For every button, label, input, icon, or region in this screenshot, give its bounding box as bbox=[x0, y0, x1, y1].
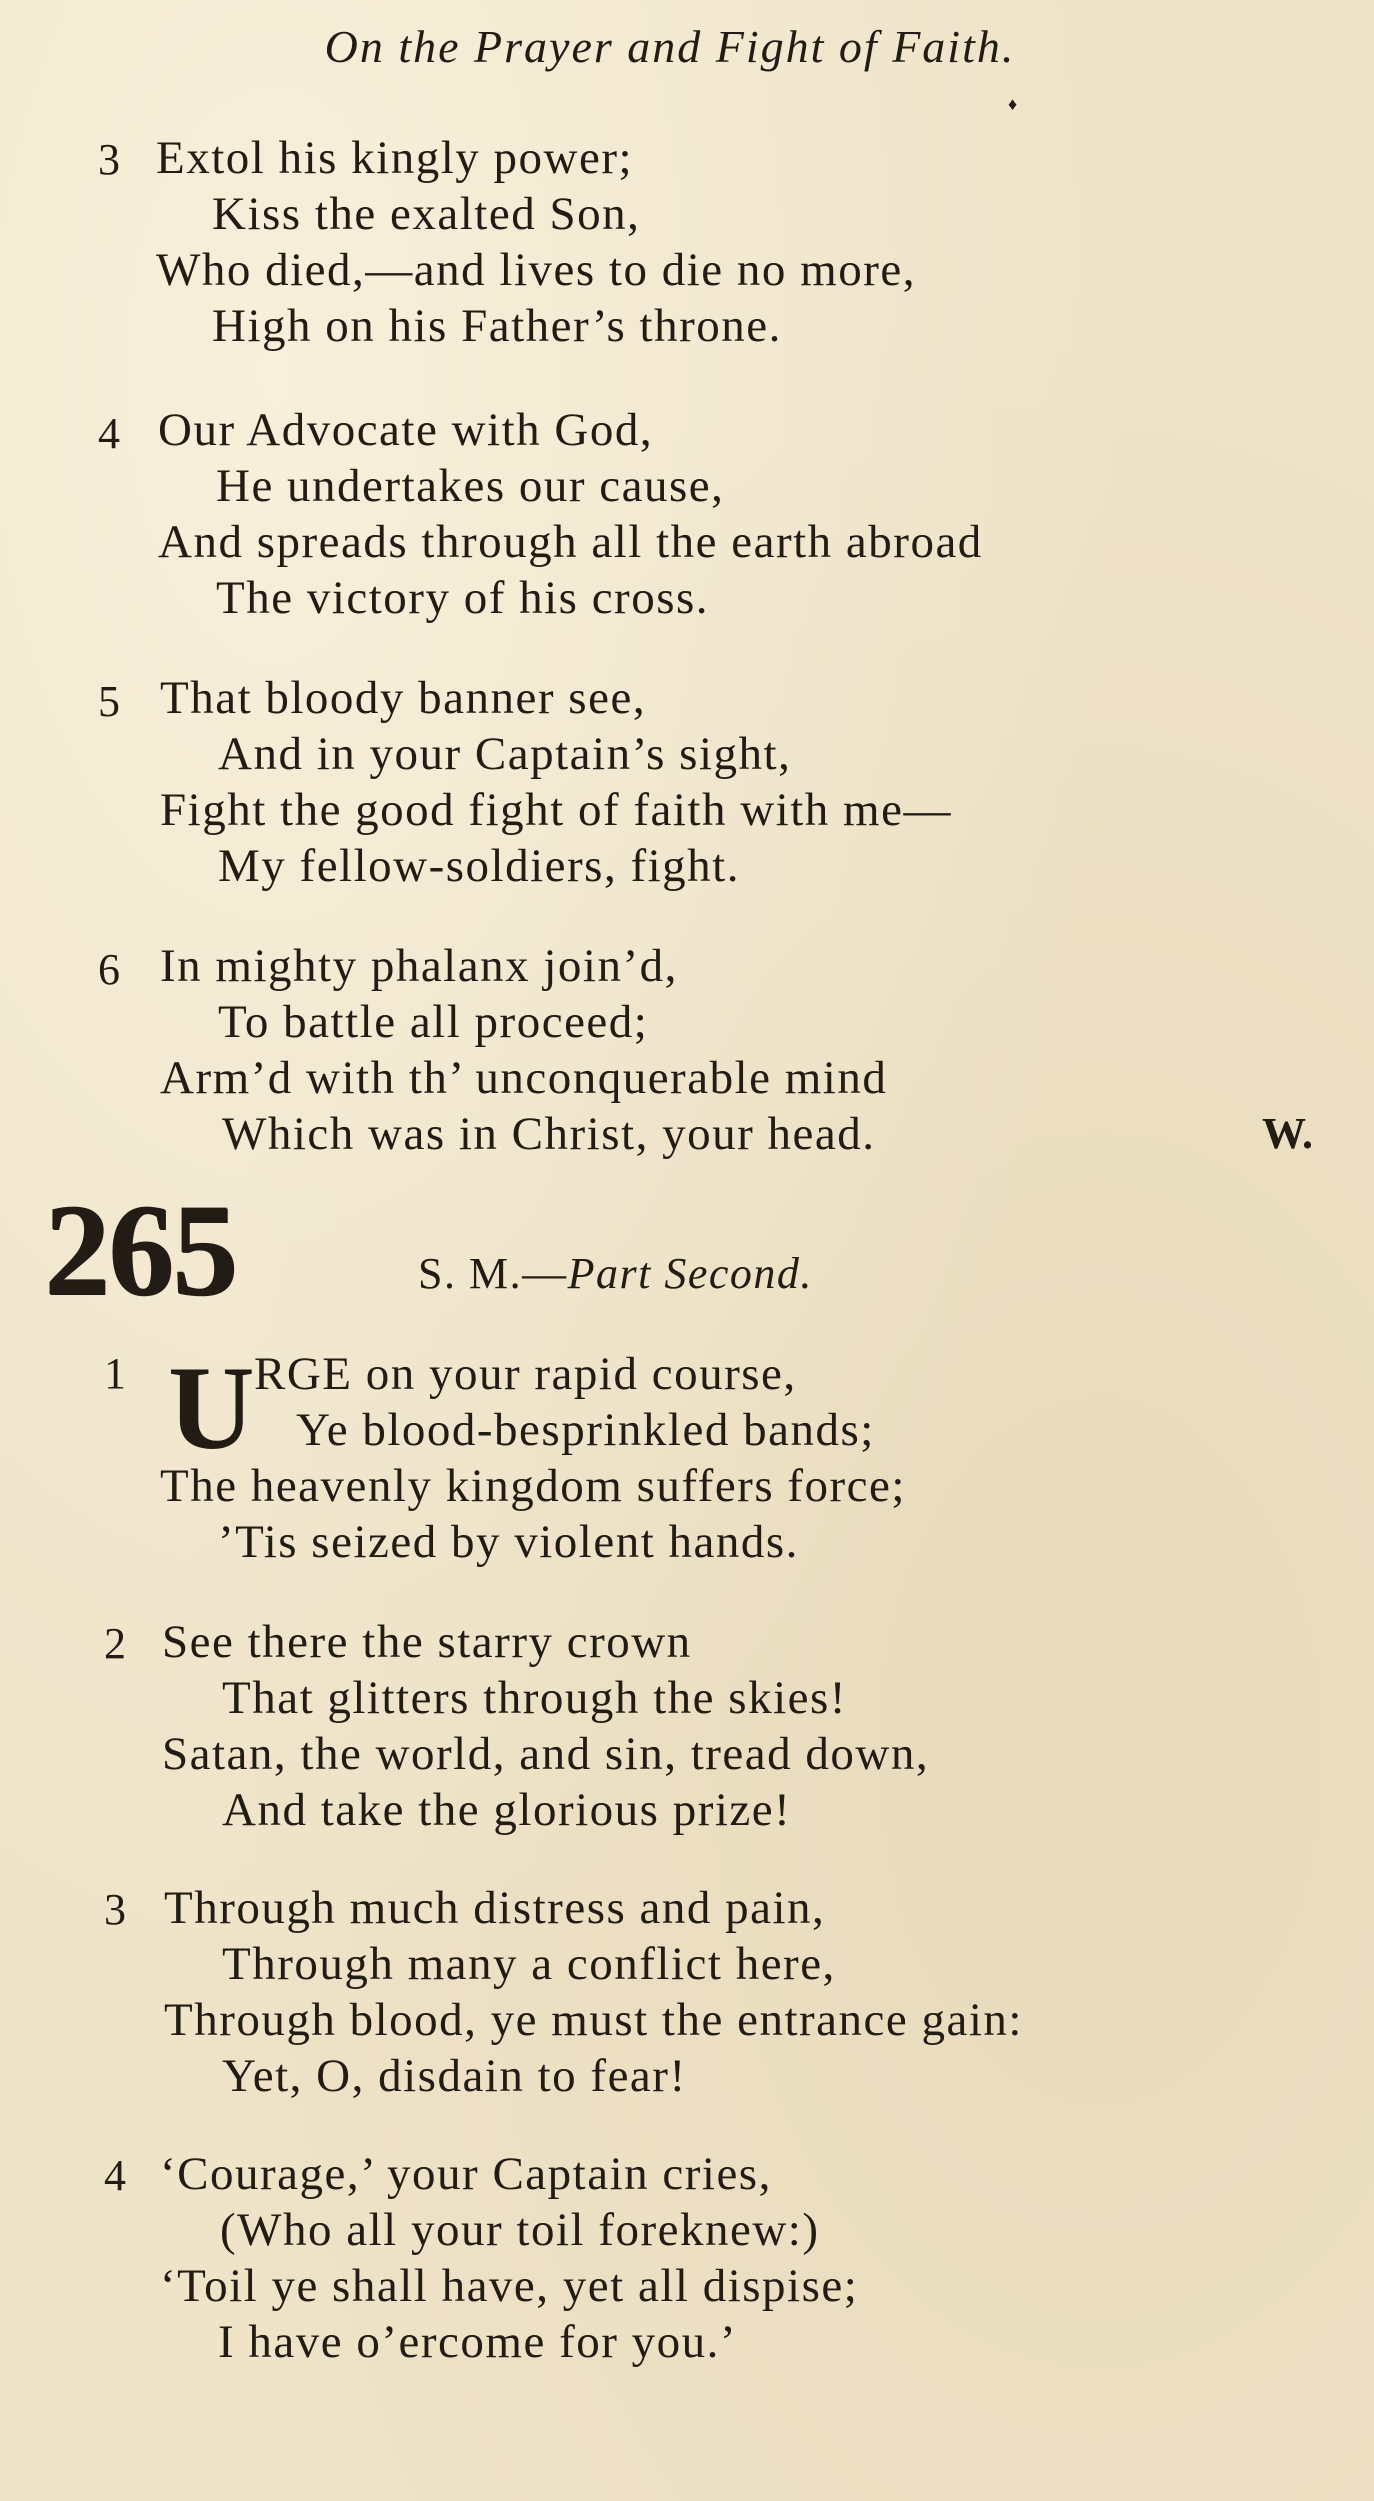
verse-line: Fight the good fight of faith with me— bbox=[160, 784, 952, 836]
stanza-number: 2 bbox=[104, 1619, 126, 1668]
verse-line: Which was in Christ, your head. bbox=[222, 1108, 876, 1160]
stanza-number: 6 bbox=[98, 945, 120, 994]
verse-line: Our Advocate with God, bbox=[158, 404, 654, 456]
stanza-number: 5 bbox=[98, 677, 120, 726]
verse-line: Who died,—and lives to die no more, bbox=[156, 244, 916, 296]
verse-line: Through many a conflict here, bbox=[222, 1938, 836, 1990]
hymn-number: 265 bbox=[44, 1176, 236, 1323]
stanza-number: 3 bbox=[98, 135, 120, 184]
stanza-number: 1 bbox=[104, 1349, 126, 1398]
verse-line: Arm’d with th’ unconquerable mind bbox=[160, 1052, 888, 1104]
ornament-mark: ♦ bbox=[1008, 94, 1018, 114]
verse-line: ‘Toil ye shall have, yet all dispise; bbox=[160, 2260, 859, 2312]
verse-line: To battle all proceed; bbox=[218, 996, 649, 1048]
verse-line: And spreads through all the earth abroad bbox=[158, 516, 983, 568]
verse-line: The heavenly kingdom suffers force; bbox=[160, 1460, 906, 1512]
verse-line: See there the starry crown bbox=[162, 1616, 692, 1668]
verse-line: And in your Captain’s sight, bbox=[218, 728, 792, 780]
author-attribution: W. bbox=[1262, 1109, 1313, 1158]
verse-line: That glitters through the skies! bbox=[222, 1672, 847, 1724]
part-label: Part Second. bbox=[567, 1249, 813, 1298]
stanza-number: 4 bbox=[104, 2151, 126, 2200]
verse-line: Ye blood-besprinkled bands; bbox=[296, 1404, 875, 1456]
meter-label: S. M. bbox=[418, 1249, 523, 1298]
verse-line: He undertakes our cause, bbox=[216, 460, 725, 512]
verse-line: And take the glorious prize! bbox=[222, 1784, 792, 1836]
stanza-number: 4 bbox=[98, 409, 120, 458]
page-header: On the Prayer and Fight of Faith. bbox=[324, 21, 1016, 72]
verse-line: I have o’ercome for you.’ bbox=[218, 2316, 738, 2368]
stanza-number: 3 bbox=[104, 1885, 126, 1934]
verse-line: My fellow-soldiers, fight. bbox=[218, 840, 740, 892]
verse-line: In mighty phalanx join’d, bbox=[160, 940, 678, 992]
verse-line: Extol his kingly power; bbox=[156, 132, 634, 184]
verse-line: RGE on your rapid course, bbox=[254, 1348, 797, 1400]
verse-line: Through much distress and pain, bbox=[164, 1882, 826, 1934]
verse-line: The victory of his cross. bbox=[216, 572, 710, 624]
verse-line: That bloody banner see, bbox=[160, 672, 647, 724]
verse-line: Yet, O, disdain to fear! bbox=[222, 2050, 687, 2102]
verse-line: ‘Courage,’ your Captain cries, bbox=[160, 2148, 772, 2200]
verse-line: Through blood, ye must the entrance gain: bbox=[164, 1994, 1023, 2046]
meter-separator: — bbox=[522, 1249, 568, 1298]
verse-line: High on his Father’s throne. bbox=[212, 300, 782, 352]
verse-line: (Who all your toil foreknew:) bbox=[220, 2204, 820, 2256]
verse-line: ’Tis seized by violent hands. bbox=[218, 1516, 799, 1568]
verse-line: Kiss the exalted Son, bbox=[212, 188, 641, 240]
hymn-meter bbox=[418, 1246, 813, 1302]
verse-line: Satan, the world, and sin, tread down, bbox=[162, 1728, 930, 1780]
drop-cap: U bbox=[168, 1341, 255, 1474]
